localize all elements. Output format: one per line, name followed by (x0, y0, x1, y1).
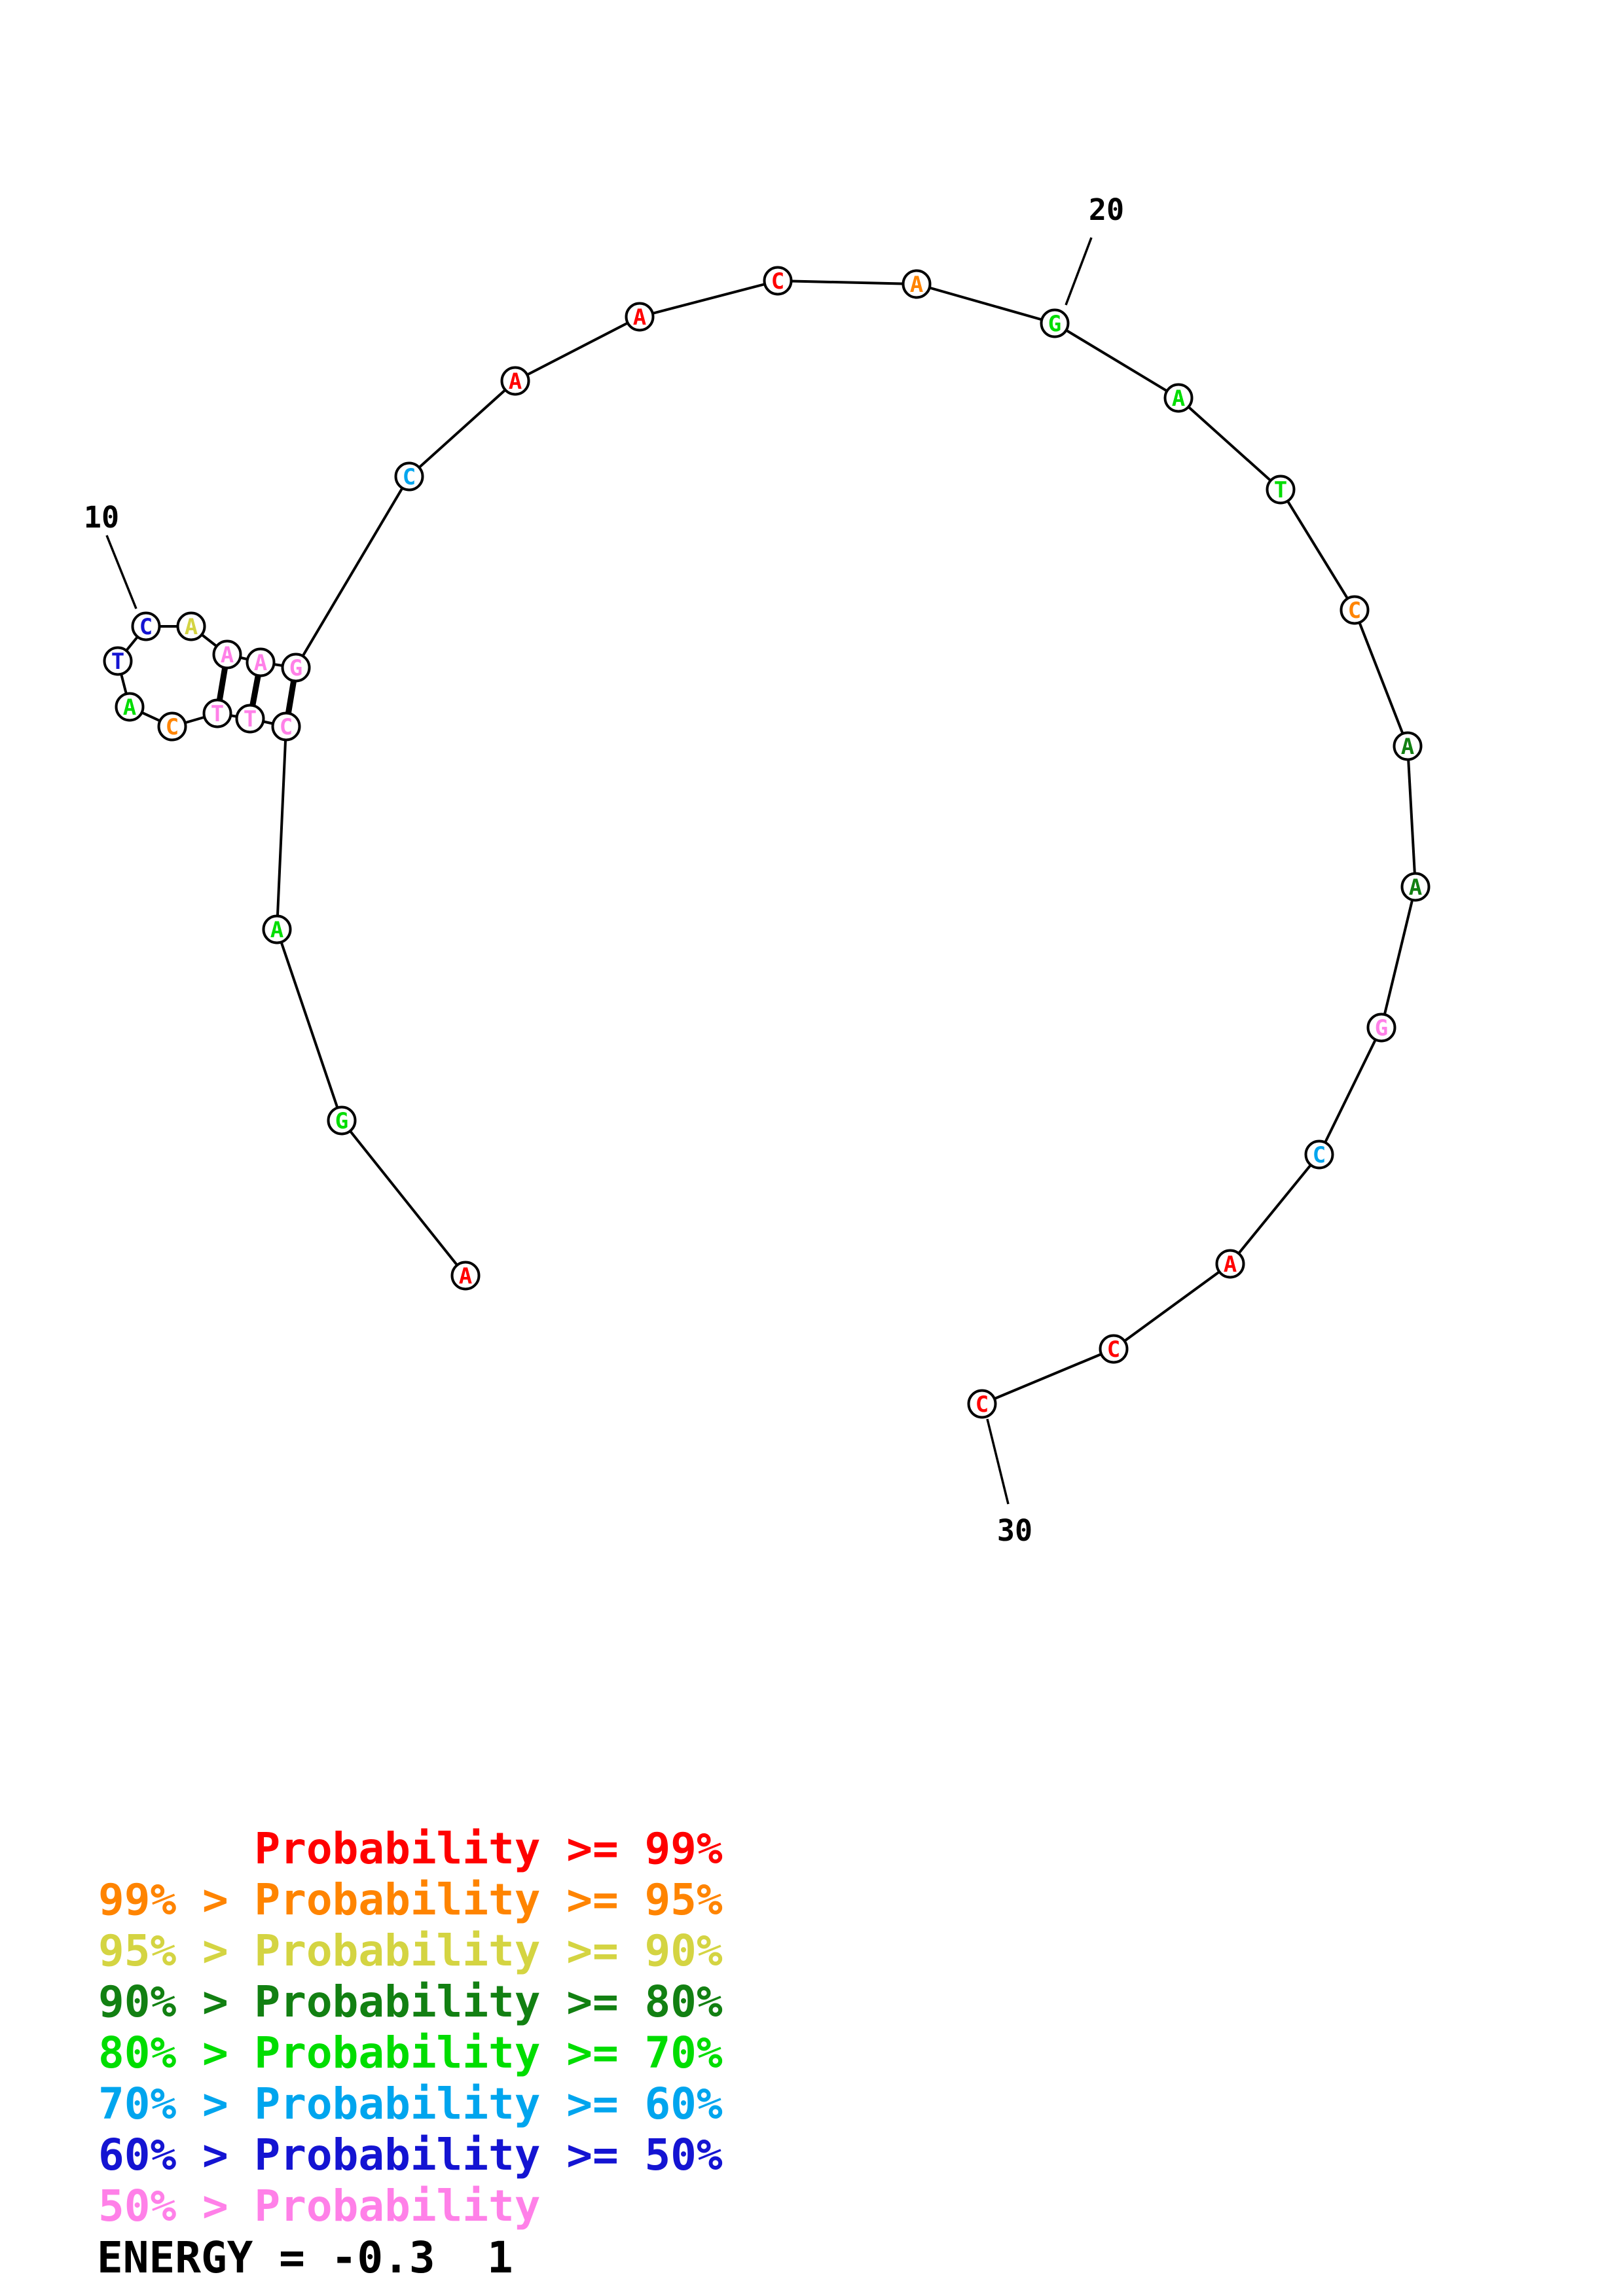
backbone-segment (1114, 1264, 1230, 1349)
backbone-segment (778, 281, 917, 284)
nucleotide-base: C (771, 268, 785, 295)
nucleotide-base: A (1408, 874, 1423, 901)
backbone-segment (1230, 1155, 1319, 1264)
nucleotide-base: A (270, 917, 284, 943)
backbone-segment (1178, 398, 1281, 490)
backbone-segment (342, 1121, 465, 1276)
backbone-segment (1408, 746, 1415, 887)
nucleotide-base: C (279, 714, 293, 740)
nucleotide-base: C (1347, 598, 1362, 624)
backbone-segment (982, 1349, 1114, 1404)
nucleotide-base: T (210, 701, 225, 727)
nucleotide-base: C (402, 464, 416, 490)
backbone-segment (1355, 610, 1408, 746)
position-label: 30 (996, 1513, 1033, 1548)
nucleotide-base: A (1400, 734, 1415, 760)
legend-row-p_ge_99: Probability >= 99% (98, 1823, 723, 1874)
backbone-segment (640, 281, 778, 317)
nucleotide-base: G (1048, 311, 1062, 337)
backbone-segment (917, 284, 1055, 323)
energy-label: ENERGY = -0.3 1 (97, 2233, 513, 2283)
backbone-segment (1319, 1028, 1381, 1155)
nucleotide-base: C (1312, 1142, 1326, 1168)
legend-row-p_lt_50: 50% > Probability (98, 2181, 541, 2231)
position-label-line (107, 535, 136, 609)
nucleotide-base: G (1374, 1015, 1389, 1041)
backbone-segment (296, 476, 409, 668)
backbone-segment (277, 929, 342, 1121)
nucleotide-base: A (122, 694, 137, 721)
nucleotide-base: A (458, 1263, 473, 1289)
nucleotide-base: T (1273, 477, 1288, 503)
backbone-segment (1381, 887, 1415, 1028)
nucleotide-base: T (243, 706, 257, 732)
legend-row-p_90_95: 95% > Probability >= 90% (98, 1926, 723, 1976)
nucleotide-base: C (1106, 1336, 1121, 1363)
backbone-segment (515, 317, 640, 381)
nucleotide-base: G (335, 1108, 349, 1134)
nucleotide-base: A (1171, 386, 1186, 412)
nucleotide-base: A (184, 614, 198, 640)
nucleotide-base: G (289, 655, 303, 681)
nucleotide-base: A (1223, 1251, 1237, 1278)
nucleotide-base: A (220, 642, 234, 668)
position-label-line (987, 1419, 1008, 1504)
backbone-segment (1055, 323, 1178, 398)
nucleotide-base: T (111, 649, 125, 675)
legend-row-p_80_90: 90% > Probability >= 80% (98, 1977, 723, 2027)
backbone-segment (409, 381, 515, 476)
nucleotide-base: C (975, 1391, 989, 1418)
position-label: 20 (1088, 192, 1125, 227)
backbone-segment (277, 726, 286, 929)
position-label: 10 (83, 500, 120, 535)
position-label-line (1066, 238, 1091, 305)
legend-row-p_70_80: 80% > Probability >= 70% (98, 2028, 723, 2078)
nucleotide-base: A (632, 304, 647, 331)
legend-row-p_60_70: 70% > Probability >= 60% (98, 2079, 723, 2129)
nucleotide-base: A (508, 368, 522, 395)
nucleotide-base: A (909, 272, 924, 298)
legend-row-p_50_60: 60% > Probability >= 50% (98, 2130, 723, 2180)
nucleotide-base: C (139, 614, 153, 640)
legend-row-p_95_99: 99% > Probability >= 95% (98, 1874, 723, 1925)
nucleotide-base: C (165, 714, 179, 740)
backbone-segment (1281, 490, 1355, 610)
nucleotide-base: A (253, 650, 268, 676)
